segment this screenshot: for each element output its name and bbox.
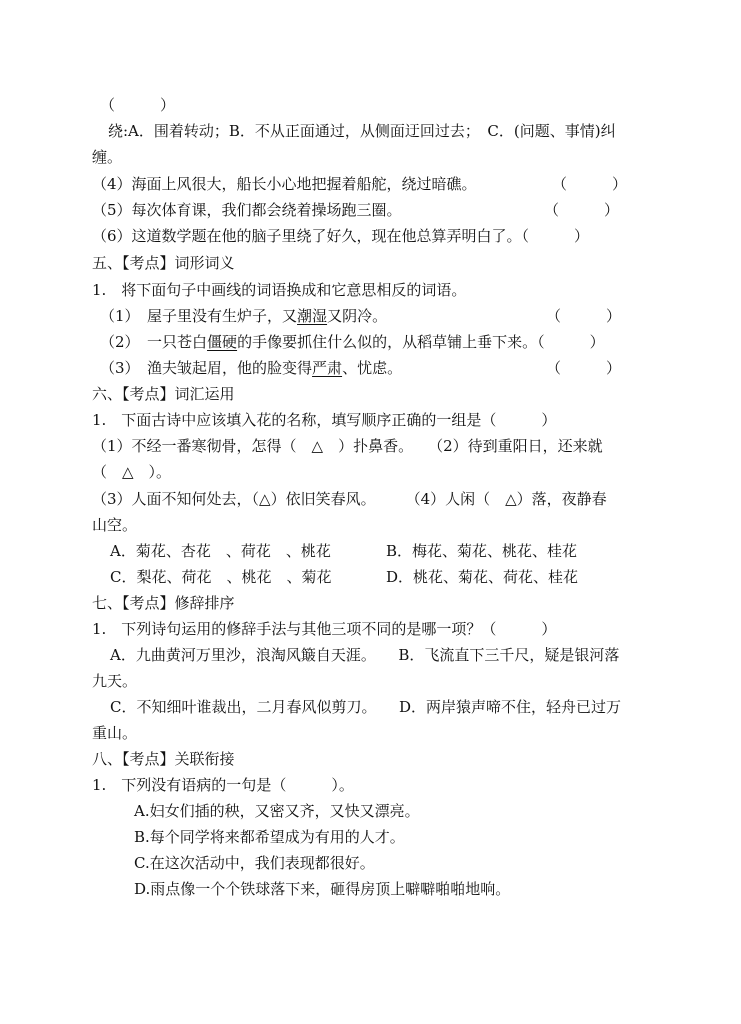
- answer-blank: （ ）: [544, 201, 620, 219]
- option-d: D.雨点像一个个铁球落下来，砸得房顶上噼噼啪啪地响。: [134, 880, 511, 898]
- question-instruction: 1. 下面古诗中应该填入花的名称，填写顺序正确的一组是（ ）: [92, 411, 557, 429]
- option-a: A．菊花、杏花 、荷花 、桃花: [110, 542, 331, 560]
- section-heading-8: 八、【考点】关联衔接: [92, 750, 235, 768]
- option-c: C．梨花、荷花 、桃花 、菊花: [110, 568, 332, 586]
- sub-question-2: （2） 一只苍白僵硬的手像要抓住什么似的，从稻草铺上垂下来。（ ）: [100, 333, 605, 351]
- underlined-word: 潮湿: [297, 307, 328, 325]
- question-instruction: 1. 下列没有语病的一句是（ ）。: [92, 776, 354, 794]
- option-a: A.妇女们插的秧，又密又齐，又快又漂亮。: [134, 802, 420, 820]
- underlined-word: 僵硬: [207, 333, 238, 351]
- question-instruction: 1. 下列诗句运用的修辞手法与其他三项不同的是哪一项？（ ）: [92, 620, 557, 638]
- section-heading-5: 五、【考点】词形词义: [92, 254, 235, 272]
- option-line-cont: 九天。: [92, 672, 138, 690]
- option-a-b: A．九曲黄河万里沙，浪淘风簸自天涯。 B．飞流直下三千尺，疑是银河落: [110, 646, 620, 664]
- sub-question-1: （1） 屋子里没有生炉子，又潮湿又阴冷。: [100, 307, 388, 325]
- section-heading-7: 七、【考点】修辞排序: [92, 594, 235, 612]
- option-d: D．桃花、菊花、荷花、桂花: [386, 568, 579, 586]
- sub-question-3: （3） 渔夫皱起眉，他的脸变得严肃、忧虑。: [100, 359, 403, 377]
- option-c-d: C．不知细叶谁裁出，二月春风似剪刀。 D．两岸猿声啼不住，轻舟已过万: [110, 698, 622, 716]
- option-c: C.在这次活动中，我们表现都很好。: [134, 854, 375, 872]
- poem-line: （1）不经一番寒彻骨，怎得（ △ ）扑鼻香。 （2）待到重阳日，还来就: [92, 437, 603, 455]
- poem-line: （3）人面不知何处去，（△）依旧笑春风。 （4）人闲（ △）落，夜静春: [92, 490, 607, 508]
- question-6: （6）这道数学题在他的脑子里绕了好久，现在他总算弄明白了。（ ）: [92, 227, 590, 245]
- question-5: （5）每次体育课，我们都会绕着操场跑三圈。: [92, 201, 402, 219]
- definition-line-cont: 缠。: [92, 148, 123, 166]
- question-instruction: 1. 将下面句子中画线的词语换成和它意思相反的词语。: [92, 281, 467, 299]
- answer-blank: （ ）: [100, 96, 176, 114]
- section-heading-6: 六、【考点】词汇运用: [92, 385, 235, 403]
- underlined-word: 严肃: [312, 359, 343, 377]
- answer-blank: （ ）: [546, 359, 622, 377]
- option-b: B．梅花、菊花、桃花、桂花: [386, 542, 578, 560]
- poem-line-cont: （ △ ）。: [92, 463, 172, 481]
- answer-blank: （ ）: [546, 307, 622, 325]
- option-line-cont: 重山。: [92, 724, 138, 742]
- option-b: B.每个同学将来都希望成为有用的人才。: [134, 828, 405, 846]
- definition-line: 绕:A．围着转动；B．不从正面通过，从侧面迂回过去； C．(问题、事情)纠: [108, 122, 616, 140]
- answer-blank: （ ）: [552, 175, 628, 193]
- question-4: （4）海面上风很大，船长小心地把握着船舵，绕过暗礁。: [92, 175, 477, 193]
- poem-line-cont: 山空。: [92, 516, 138, 534]
